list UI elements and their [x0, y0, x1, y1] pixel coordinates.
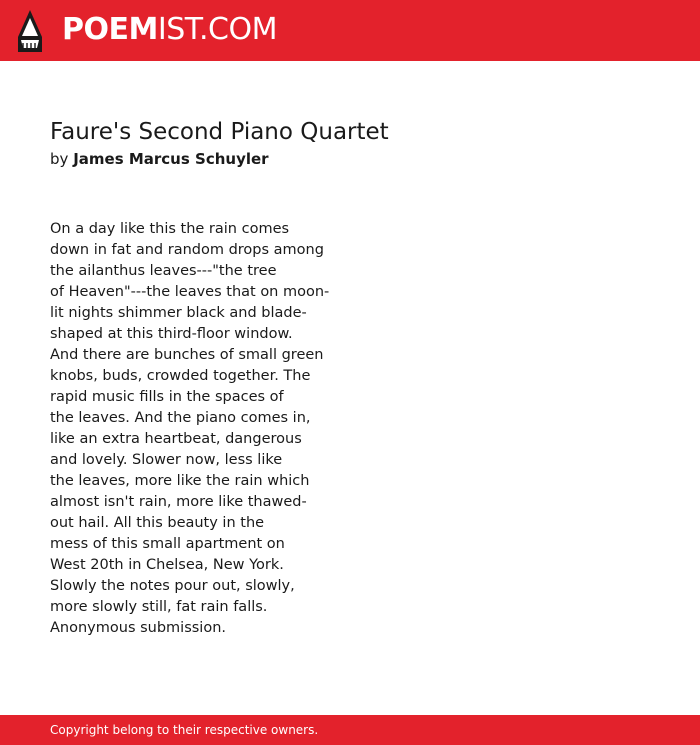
- poem-line: rapid music fills in the spaces of: [50, 389, 284, 405]
- copyright-text: Copyright belong to their respective owners.: [50, 723, 319, 737]
- poem-line: mess of this small apartment on: [50, 536, 285, 552]
- poem-line: the leaves. And the piano comes in,: [50, 410, 311, 426]
- poem-line: lit nights shimmer black and blade-: [50, 305, 307, 321]
- poem-line: more slowly still, fat rain falls.: [50, 599, 268, 615]
- site-footer: [0, 715, 700, 745]
- poem-line: shaped at this third-floor window.: [50, 326, 293, 342]
- logo-bold-text: POEM: [62, 12, 158, 47]
- poem-line: And there are bunches of small green: [50, 347, 324, 363]
- poem-line: Anonymous submission.: [50, 620, 227, 636]
- poem-byline: [50, 149, 269, 169]
- poem-line: Slowly the notes pour out, slowly,: [50, 578, 295, 594]
- poem-line: the ailanthus leaves---"the tree: [50, 263, 277, 279]
- by-prefix: by: [50, 150, 69, 168]
- poem-line: On a day like this the rain comes: [50, 221, 290, 237]
- poem-body: [50, 219, 329, 639]
- site-logo[interactable]: [62, 12, 277, 48]
- poem-author[interactable]: James Marcus Schuyler: [73, 150, 269, 168]
- poem-line: and lovely. Slower now, less like: [50, 452, 283, 468]
- logo-light-text: IST.COM: [157, 12, 277, 47]
- poem-line: out hail. All this beauty in the: [50, 515, 265, 531]
- pencil-icon[interactable]: [18, 10, 42, 52]
- poem-line: knobs, buds, crowded together. The: [50, 368, 311, 384]
- poem-line: like an extra heartbeat, dangerous: [50, 431, 302, 447]
- poem-line: of Heaven"---the leaves that on moon-: [50, 284, 330, 300]
- poem-line: West 20th in Chelsea, New York.: [50, 557, 284, 573]
- poem-line: down in fat and random drops among: [50, 242, 324, 258]
- poem-line: the leaves, more like the rain which: [50, 473, 310, 489]
- poem-line: almost isn't rain, more like thawed-: [50, 494, 307, 510]
- site-header: [0, 0, 700, 61]
- poem-title: Faure's Second Piano Quartet: [50, 119, 389, 145]
